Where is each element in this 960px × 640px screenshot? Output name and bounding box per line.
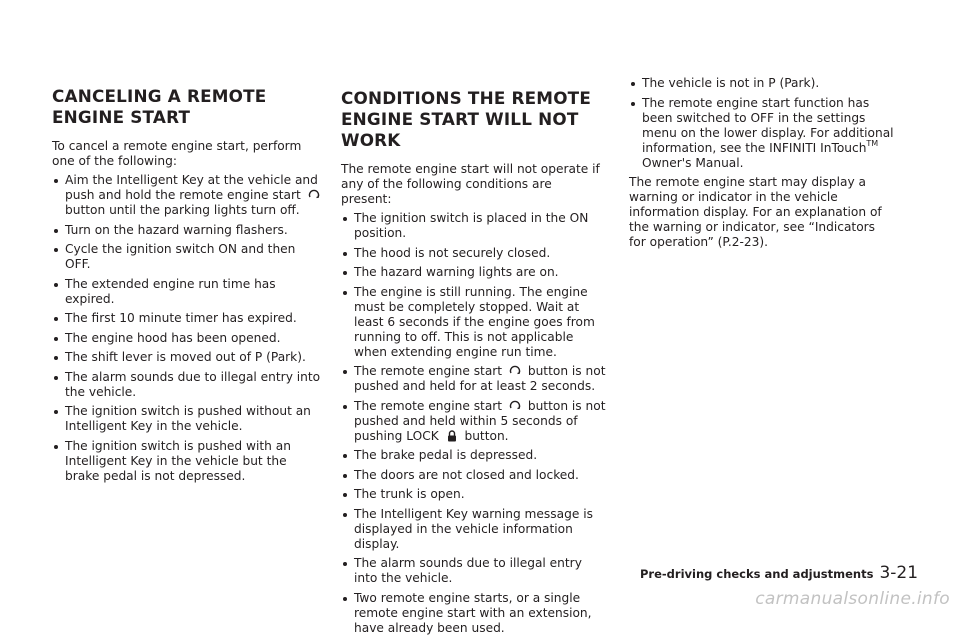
list-item: The remote engine start button is not pushed and held for at least 2 seconds. [341, 364, 606, 394]
list-item: The hazard warning lights are on. [341, 265, 606, 280]
list-item: Two remote engine starts, or a single remote engine start with an extension, have already been used. [341, 591, 606, 636]
list-item: Aim the Intelligent Key at the vehicle and push and hold the remote engine start button until the parking lights turn off. [52, 173, 324, 218]
list-item: The alarm sounds due to illegal entry into the vehicle. [52, 370, 324, 400]
lock-icon [445, 429, 459, 443]
list-item: The ignition switch is placed in the ON position. [341, 211, 606, 241]
list-item: The doors are not closed and locked. [341, 468, 606, 483]
right-column [629, 76, 895, 254]
canceling-heading: CANCELING A REMOTE ENGINE START [52, 86, 267, 127]
middle-column [341, 88, 606, 640]
canceling-list [52, 173, 324, 484]
remote-start-icon [508, 399, 522, 413]
list-item: The alarm sounds due to illegal entry into the vehicle. [341, 556, 606, 586]
list-item: The ignition switch is pushed with an Intelligent Key in the vehicle but the brake pedal is not depressed. [52, 439, 324, 484]
page-footer [640, 563, 919, 583]
list-item: The brake pedal is depressed. [341, 448, 606, 463]
conditions-heading: CONDITIONS THE REMOTE ENGINE START WILL NOT WORK [341, 88, 591, 150]
list-item: The remote engine start button is not pushed and held within 5 seconds of pushing LOCK button. [341, 399, 606, 444]
list-item: The ignition switch is pushed without an Intelligent Key in the vehicle. [52, 404, 324, 434]
list-item: Cycle the ignition switch ON and then OFF. [52, 242, 324, 272]
conditions-list-continued [629, 76, 895, 171]
list-item: The hood is not securely closed. [341, 246, 606, 261]
conditions-intro: The remote engine start will not operate if any of the following conditions are present: [341, 162, 600, 206]
canceling-intro: To cancel a remote engine start, perform one of the following: [52, 139, 302, 168]
list-item: The Intelligent Key warning message is displayed in the vehicle information display. [341, 507, 606, 552]
list-item: The engine is still running. The engine must be completely stopped. Wait at least 6 seconds if the engine goes from running to off. This is not applicable when extending engine run time. [341, 285, 606, 360]
list-item: Turn on the hazard warning flashers. [52, 223, 324, 238]
watermark: carmanualsonline.info [755, 589, 950, 609]
list-item: The vehicle is not in P (Park). [629, 76, 895, 91]
list-item: The first 10 minute timer has expired. [52, 311, 324, 326]
section-title: Pre-driving checks and adjustments [640, 567, 874, 581]
remote-start-icon [508, 364, 522, 378]
warning-paragraph: The remote engine start may display a warning or indicator in the vehicle information display. For an explanation of the warning or indicator, see “Indicators for operation” (P.2-23). [629, 175, 882, 249]
list-item: The remote engine start function has been switched to OFF in the settings menu on the lower display. For additional information, see the INFINITI InTouch™ Owner's Manual. [629, 96, 895, 171]
remote-start-icon [307, 188, 321, 202]
left-column [52, 86, 324, 488]
conditions-list [341, 211, 606, 636]
list-item: The engine hood has been opened. [52, 331, 324, 346]
trademark-mark: TM [866, 138, 879, 148]
page-number: 3-21 [879, 563, 919, 583]
list-item: The extended engine run time has expired. [52, 277, 324, 307]
list-item: The shift lever is moved out of P (Park). [52, 350, 324, 365]
list-item: The trunk is open. [341, 487, 606, 502]
